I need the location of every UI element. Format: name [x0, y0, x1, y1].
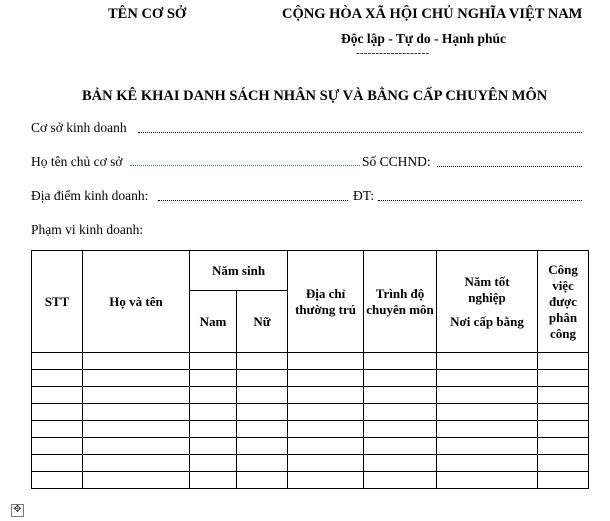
owner-label: Họ tên chủ cơ sở — [31, 154, 123, 169]
header-address: Địa chỉ thường trú — [288, 251, 364, 353]
motto: Độc lập - Tự do - Hạnh phúc — [341, 31, 507, 46]
location-label: Địa điểm kinh doanh: — [31, 188, 149, 203]
separator: ------------------- — [356, 47, 430, 59]
header-grad-year: Năm tốt nghiệp — [464, 273, 510, 305]
table-body — [32, 353, 589, 489]
table-row — [32, 438, 589, 455]
header-grad-place: Nơi cấp bằng — [450, 313, 524, 329]
header-job: Công việc được phân công — [538, 251, 589, 353]
phone-label: ĐT: — [353, 188, 375, 203]
header-graduation — [437, 251, 538, 353]
header-birth-year: Năm sinh — [190, 251, 288, 291]
id-no-label: Số CCHND: — [362, 154, 431, 169]
phone-input-line[interactable] — [378, 200, 582, 201]
table-row — [32, 353, 589, 370]
header-degree: Trình độ chuyên môn — [364, 251, 437, 353]
location-input-line[interactable] — [158, 200, 348, 201]
header-stt: STT — [32, 251, 83, 353]
nation-title: CỘNG HÒA XÃ HỘI CHỦ NGHĨA VIỆT NAM — [282, 6, 583, 22]
scope-label: Phạm vi kinh doanh: — [31, 222, 144, 237]
table-row — [32, 421, 589, 438]
id-no-input-line[interactable] — [437, 166, 582, 167]
header-male: Nam — [190, 291, 237, 353]
document-title: BẢN KÊ KHAI DANH SÁCH NHÂN SỰ VÀ BẰNG CẤP CHUYÊN MÔN — [82, 88, 548, 104]
table-row — [32, 455, 589, 472]
owner-input-line[interactable] — [130, 165, 360, 166]
personnel-table — [31, 250, 589, 489]
org-label: TÊN CƠ SỞ — [108, 6, 187, 22]
header-name: Họ và tên — [83, 251, 190, 353]
move-icon[interactable]: ✥ — [11, 504, 24, 517]
business-label: Cơ sở kinh doanh — [31, 120, 127, 135]
table-row — [32, 387, 589, 404]
table-row — [32, 472, 589, 489]
table-row — [32, 404, 589, 421]
business-input-line[interactable] — [138, 132, 582, 133]
header-female: Nữ — [237, 291, 288, 353]
table-row — [32, 370, 589, 387]
